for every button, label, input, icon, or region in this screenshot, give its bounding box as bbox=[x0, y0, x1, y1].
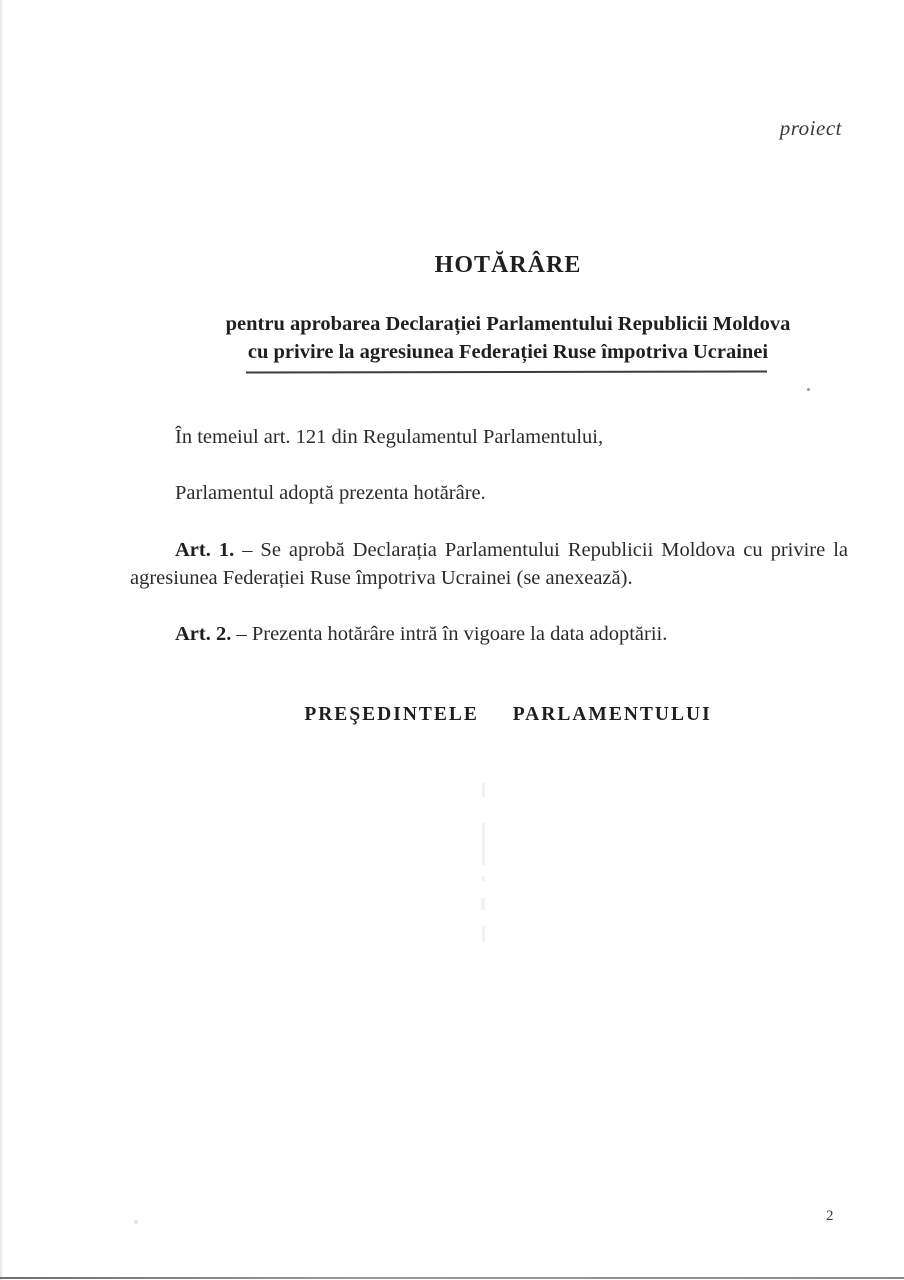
subtitle-line-1: pentru aprobarea Declarației Parlamentului Republicii Moldova bbox=[225, 313, 791, 335]
article-1-text: – Se aprobă Declarația Parlamentului Republicii Moldova cu privire la agresiunea Federației Ruse împotriva Ucrainei (se anexează). bbox=[130, 539, 848, 589]
page-number: 2 bbox=[826, 1208, 834, 1224]
signature-title: PREŞEDINTELE PARLAMENTULUI bbox=[304, 704, 712, 725]
draft-tag: proiect bbox=[779, 116, 842, 140]
subtitle-line-2: cu privire la agresiunea Federației Ruse împotriva Ucrainei bbox=[247, 341, 769, 363]
scan-artifact bbox=[482, 823, 485, 865]
scan-speck bbox=[807, 388, 810, 391]
article-2-label: Art. 2. bbox=[175, 623, 232, 645]
document-title: HOTĂRÂRE bbox=[434, 252, 582, 278]
scan-artifact bbox=[482, 926, 485, 942]
article-1-label: Art. 1. bbox=[175, 539, 235, 561]
document-subtitle bbox=[112, 310, 904, 366]
scan-left-edge bbox=[0, 0, 3, 1280]
paragraph-legal-basis: În temeiul art. 121 din Regulamentul Parlamentului, bbox=[175, 426, 604, 448]
scan-artifact bbox=[481, 898, 485, 910]
scan-artifact bbox=[482, 783, 485, 797]
article-2 bbox=[130, 620, 848, 648]
article-1 bbox=[130, 536, 848, 592]
article-2-text: – Prezenta hotărâre intră în vigoare la data adoptării. bbox=[231, 623, 668, 645]
scan-bottom-edge bbox=[0, 1277, 904, 1279]
subtitle-underline bbox=[246, 370, 767, 373]
scan-artifact bbox=[482, 876, 485, 881]
paragraph-adoption: Parlamentul adoptă prezenta hotărâre. bbox=[175, 482, 486, 504]
scan-speck bbox=[134, 1220, 138, 1224]
